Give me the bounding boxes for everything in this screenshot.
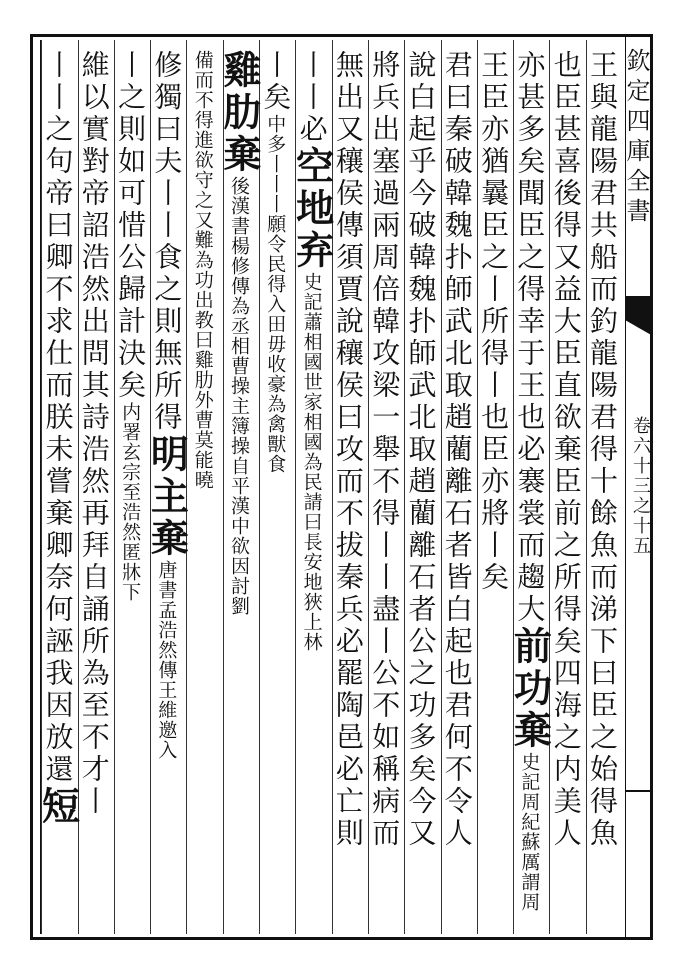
body-text: 亦甚多矣聞臣之得幸于王也必褰裳而趨大 (513, 50, 547, 626)
small-annotation: 備而不得進欲守之又難為功出教曰雞肋外曹莫能曉 (191, 50, 214, 490)
body-text: 君曰秦破韓魏扑師武北取趙藺離石者皆白起也君何不令人 (440, 50, 474, 850)
text-column (260, 50, 294, 930)
text-column (587, 50, 621, 930)
text-column (79, 50, 113, 930)
heading-phrase: 明主棄 (144, 434, 190, 560)
body-text: 也臣甚喜後得又益大臣直欲棄臣前之所得矣四海之内美人 (549, 50, 583, 850)
body-text: 修獨曰夫丨丨食之則無所得 (150, 50, 184, 434)
text-column (216, 50, 262, 930)
heading-phrase: 短 (35, 786, 81, 828)
body-text: 丨丨之句帝曰卿不求仕而朕未嘗棄卿奈何誣我因放還 (41, 50, 75, 786)
body-text: 王臣亦猶曩臣之丨所得丨也臣亦將丨矣 (477, 50, 511, 594)
book-title: 欽定四庫全書 (622, 48, 650, 228)
body-text: 王與龍陽君共船而釣龍陽君得十餘魚而涕下曰臣之始得魚 (585, 50, 619, 850)
text-column (478, 50, 512, 930)
body-text: 說白起乎今破韓魏扑師武北取趙藺離石者公之功多矣今又 (404, 50, 438, 850)
text-column (144, 50, 190, 930)
body-text: 將兵出塞過兩周倍韓攻梁一舉不得丨丨盡丨公不如稱病而 (368, 50, 402, 850)
text-column (405, 50, 439, 930)
text-column (369, 50, 403, 930)
small-annotation: 中多丨丨丨願令民得入田毋收豪為禽獸食 (264, 114, 287, 474)
heading-phrase: 雞肋棄 (216, 50, 262, 176)
text-column (187, 50, 221, 930)
text-column (115, 50, 149, 930)
body-text: 丨矣 (259, 50, 293, 114)
text-column (35, 50, 81, 930)
heading-phrase: 前功棄 (507, 626, 553, 752)
small-annotation: 史記周紀蘇厲謂周 (518, 752, 541, 912)
text-column (507, 50, 553, 930)
body-text: 無出又穰侯傳須賈說穰侯曰攻而不拔秦兵必罷陶邑必亡則 (331, 50, 365, 850)
small-annotation: 史記蕭相國世家相國為民請曰長安地狹上林 (300, 272, 323, 652)
text-column (289, 50, 335, 930)
text-column (442, 50, 476, 930)
body-text: 丨丨必 (295, 50, 329, 146)
body-text: 丨之則如可惜公歸計決矣 (114, 50, 148, 402)
text-column (333, 50, 367, 930)
volume-label: 卷六十三之十五 (630, 416, 651, 556)
small-annotation: 唐書孟浩然傳王維邀入 (155, 560, 178, 760)
small-annotation: 後漢書楊修傳為丞相曹操主簿操自平漢中欲因討劉 (227, 176, 250, 616)
body-text: 維以實對帝詔浩然出問其詩浩然再拜自誦所為至不才丨 (77, 50, 111, 818)
heading-phrase: 空地弃 (289, 146, 335, 272)
margin-tick (625, 790, 653, 792)
small-annotation: 内署玄宗至浩然匿牀下 (119, 402, 142, 602)
text-column (550, 50, 584, 930)
